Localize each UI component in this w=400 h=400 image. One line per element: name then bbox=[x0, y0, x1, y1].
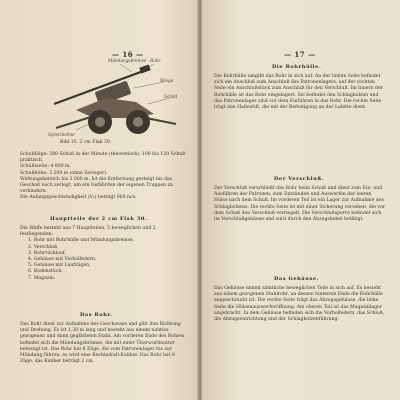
left-page-number: — 16 — bbox=[112, 50, 144, 59]
list-item: 1. Rohr mit Rohrhülle und Mündungsbremse, bbox=[28, 238, 135, 244]
figure-caption: Bild 15. 2 cm Flak 30. bbox=[60, 140, 112, 145]
label-tube: Rohr bbox=[150, 58, 161, 63]
parts-list bbox=[28, 238, 186, 281]
label-muzzle-brake: Mündungsbremse bbox=[108, 58, 147, 63]
rohr-text: Das Rohr dient zur Aufnahme des Geschosses und gibt ihm Richtung und Drehung. Es ist 1,30 m lang und besteht aus einem nahtlos gezogenen und dann geglätteten Stahl. Am vorderen Ende des Rohres befindet sich die Mündungsbremse, die mit einer Überwurfmutter befestigt ist. Das Rohr hat 8 Züge, die vom Patronenlager bis zur Mündung führen; es wird eine Rechtsdrall-Kaliber. Das Rohr hat 8 Züge, das Kaliber beträgt 2 cm. bbox=[20, 322, 185, 365]
spec-line: Schußhöhe: 3 200 m (ohne Zerleger). bbox=[20, 170, 108, 176]
list-item: 3. Rohrrücklauf, bbox=[28, 250, 66, 256]
rohrhuelle-text: Die Rohrhülle umgibt das Rohr in sich auf. An der linken Seite befindet sich ein Anschluß zum Anschluß des Patronenlagers, auf der rechten Seite ein Anschlußstück zum Anschluß für den Verschluß. Im Innern der Rohrhülle ist das Rohr eingelagert. Sie befindet den Schlagbolzen und das Patronenlager sind vor dem Einführen in das Rohr. Die rechte Seite trägt den Haltestift, die mit der Befestigung an der Lafette dient. bbox=[214, 74, 383, 111]
spec-line: Die Anfangsgeschwindigkeit (V₀) beträgt 900 m/s. bbox=[20, 195, 137, 201]
label-spreads: Spreizholme bbox=[48, 132, 75, 137]
rohrhuelle-heading: Die Rohrhülle. bbox=[272, 64, 322, 70]
label-cradle: Wiege bbox=[160, 78, 174, 83]
flak-gun-illustration bbox=[36, 58, 186, 138]
spec-line: Wirkungsbereich bis 2 000 m. Ist die Entfernung gesteigt bis das Geschoß noch zerlegt, um ein Gefährden der eigenen Truppen zu verhindern. bbox=[20, 176, 173, 195]
parts-block bbox=[20, 226, 186, 282]
gehaeuse-heading: Das Gehäuse. bbox=[274, 276, 320, 282]
right-page-number: — 17 — bbox=[284, 50, 316, 59]
list-item: 6. Bodenstück, bbox=[28, 269, 63, 275]
parts-intro: Die Waffe besteht aus 7 Hauptteilen, 5 beweglichen und 2 festliegenden: bbox=[20, 226, 156, 238]
list-item: 2. Verschluß, bbox=[28, 244, 59, 250]
parts-heading: Hauptteile der 2 cm Flak 30. bbox=[50, 216, 148, 222]
verschluss-heading: Der Verschluß. bbox=[274, 176, 325, 182]
right-page bbox=[202, 0, 400, 400]
verschluss-text: Der Verschluß verschließt das Rohr beim Schuß und dient zum Ein- und Ausführen der Patronen, zum Entzünden und Auswerfen der leeren Hülse nach dem Schuß. Im vorderen Teil ist ein Lager zur Aufnahme des Schlagbolzens. Die rechte Seite ist mit einer Sicherung versehen, die vor dem Schuß den Verschluß verriegelt. Die Verschlußsperre befindet sich im Verschlußgehäuse und wird durch den Abzugshebel betätigt. bbox=[214, 186, 385, 223]
gehaeuse-text: Das Gehäuse nimmt sämtliche beweglichen Teile in sich auf. Es besteht aus einem gezogenen Stahlrohr, an dessen hinterem Ende die Rohrhülle eingeschraubt ist. Die rechte Seite trägt das Abzugsgehäuse, die linke Seite die Hülsenauswerferöffnung. Am oberen Teil ist das Magazinlager angebracht. In dem Gehäuse befinden sich die Vorholfedern, das Schloß, die Abzugseinrichtung und der Schlagbolzenführung. bbox=[214, 286, 385, 323]
specs-block bbox=[20, 152, 186, 202]
spec-line: Schußfolge: 280 Schuß in der Minute (theoretisch), 100 bis 120 Schuß praktisch. bbox=[20, 152, 186, 164]
rohr-heading: Das Rohr. bbox=[80, 312, 113, 318]
list-item: 4. Gehäuse mit Vorholfedern, bbox=[28, 257, 97, 263]
list-item: 7. Magazin. bbox=[28, 275, 56, 281]
list-item: 5. Gehäuse mit Laufzügen, bbox=[28, 263, 91, 269]
left-page bbox=[0, 0, 198, 400]
label-cover: Schild bbox=[164, 94, 178, 99]
spec-line: Schußweite: 4 800 m. bbox=[20, 164, 71, 170]
